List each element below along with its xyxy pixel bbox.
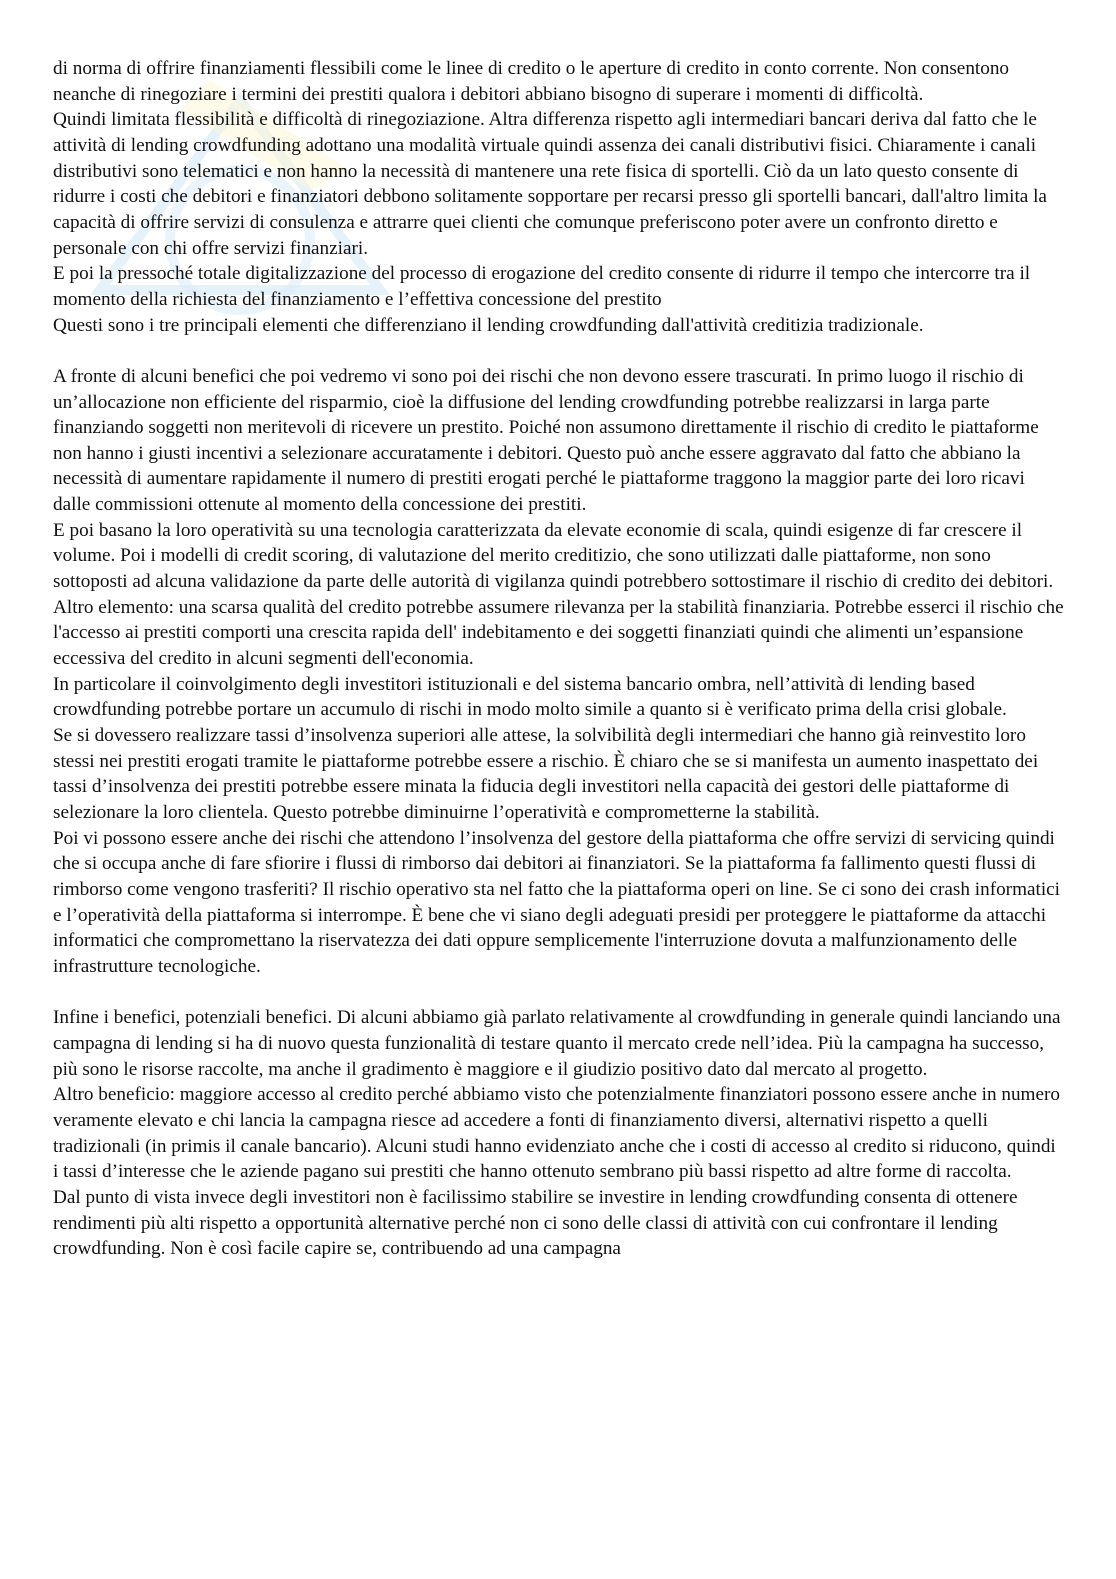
paragraph-5: A fronte di alcuni benefici che poi vedremo vi sono poi dei rischi che non devono essere trascurati. In primo luogo il rischio di un’allocazione non efficiente del risparmio, cioè la diffusione del lending crowdfunding potrebbe realizzarsi in larga parte finanziando soggetti non meritevoli di ricevere un prestito. Poiché non assumono direttamente il rischio di credito le piattaforme non hanno i giusti incentivi a selezionare accuratamente i debitori. Questo può anche essere aggravato dal fatto che abbiano la necessità di aumentare rapidamente il numero di prestiti erogati perché le piattaforme traggono la maggior parte dei loro ricavi dalle commissioni ottenute al momento della concessione dei prestiti. [53, 365, 1039, 516]
paragraph-spacer [53, 338, 1065, 364]
paragraph-10: Poi vi possono essere anche dei rischi che attendono l’insolvenza del gestore della piattaforma che offre servizi di servicing quindi che si occupa anche di fare sfiorire i flussi di rimborso dai debitori ai finanziatori. Se la piattaforma fa fallimento questi flussi di rimborso come vengono trasferiti? Il rischio operativo sta nel fatto che la piattaforma operi on line. Se ci sono dei crash informatici e l’operatività della piattaforma si interrompe. È bene che vi siano degli adeguati presidi per proteggere le piattaforme da attacchi informatici che compromettano la riservatezza dei dati oppure semplicemente l'interruzione dovuta a malfunzionamento delle infrastrutture tecnologiche. [53, 827, 1061, 977]
paragraph-7: Altro elemento: una scarsa qualità del credito potrebbe assumere rilevanza per la stabilità finanziaria. Potrebbe esserci il rischio che l'accesso ai prestiti comporti una crescita rapida dell' indebitamento e dei soggetti finanziati quindi che alimenti un’espansione eccessiva del credito in alcuni segmenti dell'economia. [53, 596, 1064, 670]
paragraph-3: E poi la pressoché totale digitalizzazione del processo di erogazione del credito consente di ridurre il tempo che intercorre tra il momento della richiesta del finanziamento e l’effettiva concessione del prestito [53, 263, 1031, 310]
paragraph-9: Se si dovessero realizzare tassi d’insolvenza superiori alle attese, la solvibilità degli intermediari che hanno già reinvestito loro stessi nei prestiti erogati tramite le piattaforme potrebbe essere a rischio. È chiaro che se si manifesta un aumento inaspettato dei tassi d’insolvenza dei prestiti potrebbe essere minata la fiducia degli investitori nella capacità dei gestori delle piattaforme di selezionare la loro clientela. Questo potrebbe diminuirne l’operatività e comprometterne la stabilità. [53, 725, 1039, 824]
paragraph-12: Altro beneficio: maggiore accesso al credito perché abbiamo visto che potenzialmente finanziatori possono essere anche in numero veramente elevato e chi lancia la campagna riesce ad accedere a fonti di finanziamento diversi, alternativi rispetto a quelli tradizionali (in primis il canale bancario). Alcuni studi hanno evidenziato anche che i costi di accesso al credito si riducono, quindi i tassi d’interesse che le aziende pagano sui prestiti che hanno ottenuto sembrano più bassi rispetto ad altre forme di raccolta. [53, 1084, 1060, 1183]
paragraph-13: Dal punto di vista invece degli investitori non è facilissimo stabilire se investire in lending crowdfunding consenta di ottenere rendimenti più alti rispetto a opportunità alternative perché non ci sono delle classi di attività con cui confrontare il lending crowdfunding. Non è così facile capire se, contribuendo ad una campagna [53, 1186, 1018, 1260]
paragraph-2: Quindi limitata flessibilità e difficoltà di rinegoziazione. Altra differenza rispetto agli intermediari bancari deriva dal fatto che le attività di lending crowdfunding adottano una modalità virtuale quindi assenza dei canali distributivi fisici. Chiaramente i canali distributivi sono telematici e non hanno la necessità di mantenere una rete fisica di sportelli. Ciò da un lato questo consente di ridurre i costi che debitori e finanziatori debbono solitamente sopportare per recarsi presso gli sportelli bancari, dall'altro limita la capacità di offrire servizi di consulenza e attrarre quei clienti che comunque preferiscono poter avere un confronto diretto e personale con chi offre servizi finanziari. [53, 109, 1047, 259]
paragraph-spacer [53, 980, 1065, 1006]
paragraph-4: Questi sono i tre principali elementi che differenziano il lending crowdfunding dall'attività creditizia tradizionale. [53, 314, 924, 336]
paragraph-11: Infine i benefici, potenziali benefici. Di alcuni abbiamo già parlato relativamente al crowdfunding in generale quindi lanciando una campagna di lending si ha di nuovo questa funzionalità di testare quanto il mercato crede nell’idea. Più la campagna ha successo, più sono le risorse raccolte, ma anche il gradimento è maggiore e il giudizio positivo dato dal mercato al progetto. [53, 1007, 1061, 1080]
paragraph-8: In particolare il coinvolgimento degli investitori istituzionali e del sistema bancario ombra, nell’attività di lending based crowdfunding potrebbe portare un accumulo di rischi in modo molto simile a quanto si è verificato prima della crisi globale. [53, 673, 1007, 721]
paragraph-1: di norma di offrire finanziamenti flessibili come le linee di credito o le aperture di credito in conto corrente. Non consentono neanche di rinegoziare i termini dei prestiti qualora i debitori abbiano bisogno di superare i momenti di difficoltà. [53, 58, 1010, 105]
document-page [53, 56, 1065, 1262]
paragraph-6: E poi basano la loro operatività su una tecnologia caratterizzata da elevate economie di scala, quindi esigenze di far crescere il volume. Poi i modelli di credit scoring, di valutazione del merito creditizio, che sono utilizzati dalle piattaforme, non sono sottoposti ad alcuna validazione da parte delle autorità di vigilanza quindi potrebbero sottostimare il rischio di credito dei debitori. [53, 519, 1054, 593]
